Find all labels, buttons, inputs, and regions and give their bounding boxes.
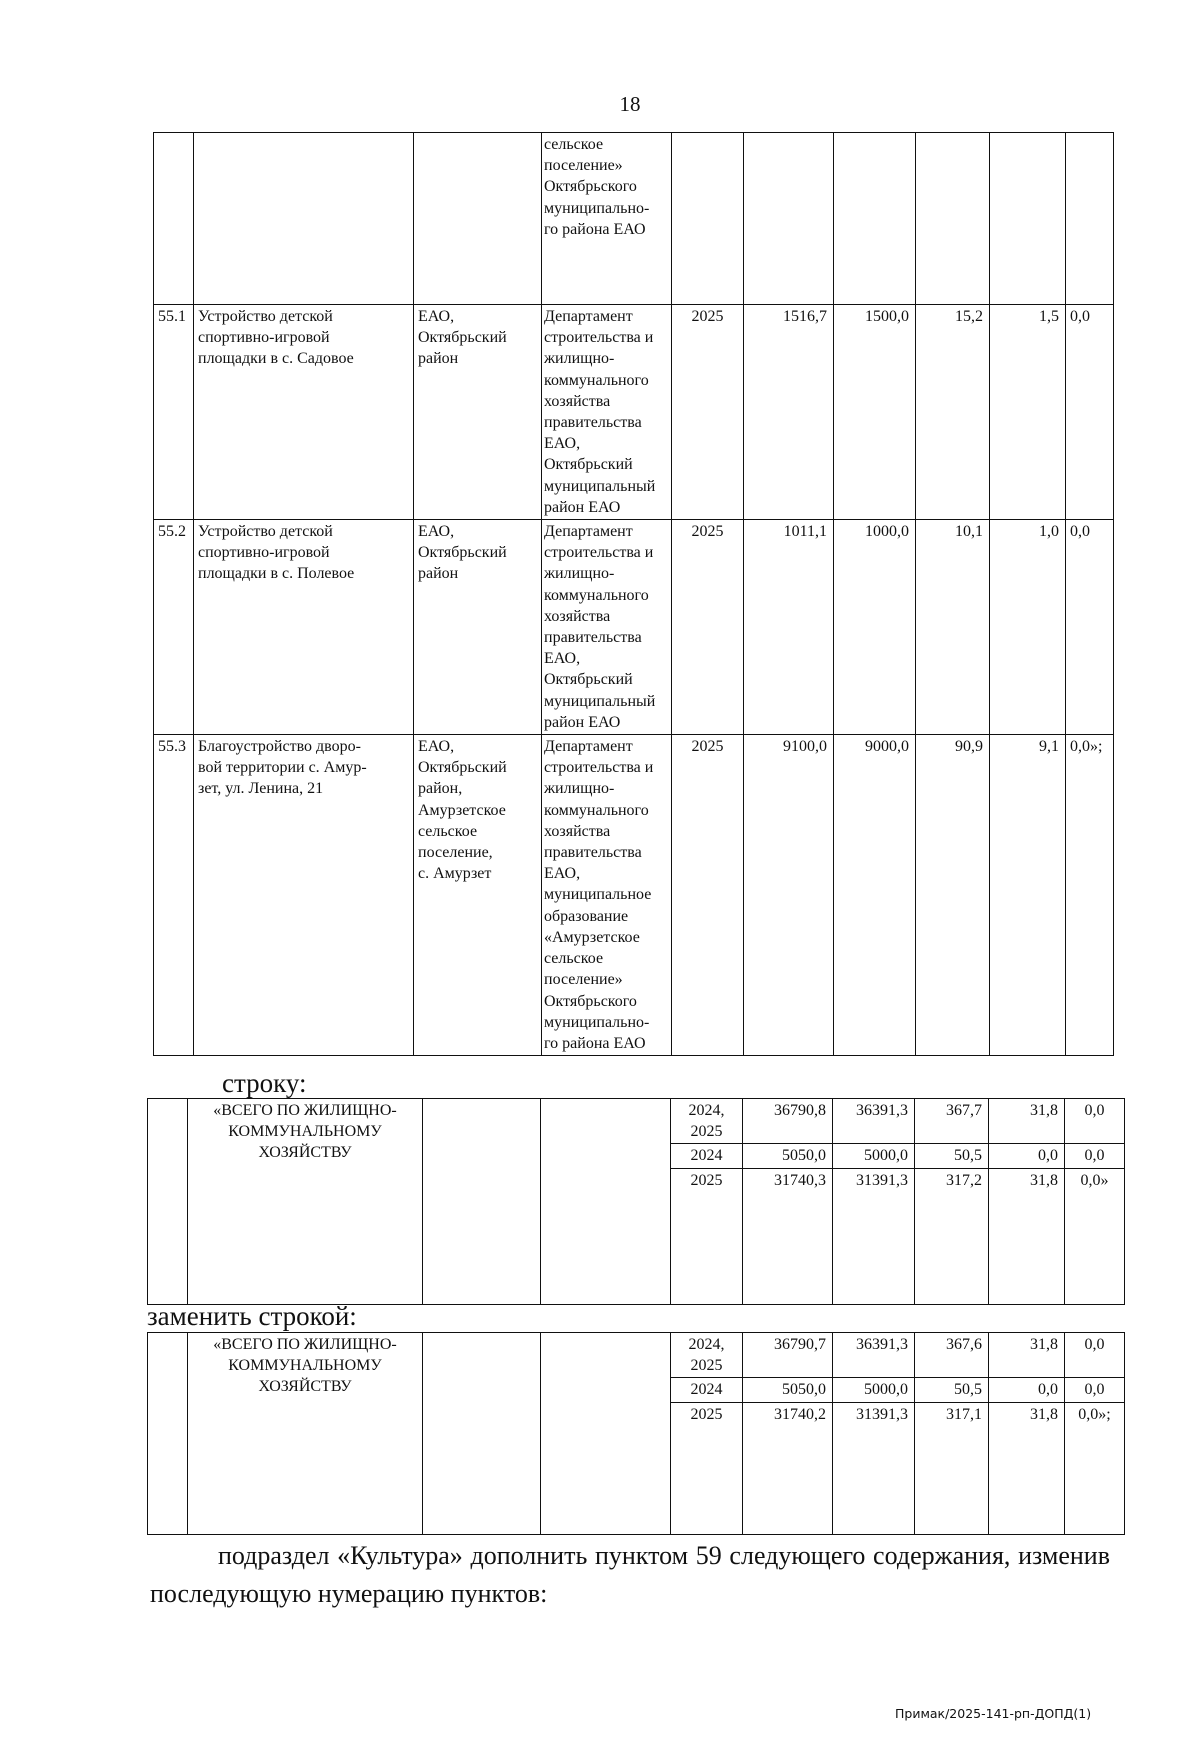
object-location: ЕАО, Октябрьский район — [414, 305, 542, 520]
table-row — [154, 305, 1114, 520]
local-cell: 1,5 — [990, 305, 1066, 520]
regional-cell: 317,2 — [915, 1168, 989, 1304]
other-cell: 0,0 — [1065, 1099, 1125, 1144]
object-location — [414, 133, 542, 305]
year-cell — [672, 133, 744, 305]
total-cell: 1011,1 — [744, 520, 834, 735]
year-cell: 2025 — [671, 1168, 743, 1304]
local-cell: 9,1 — [990, 735, 1066, 1056]
federal-cell: 9000,0 — [834, 735, 916, 1056]
executor: Департамент строительства и жилищно- коммунального хозяйства правительства ЕАО, муниципальное образование «Амурзетское сельское поселение» Октябрьского муниципально- го района ЕАО — [542, 735, 672, 1056]
table-row — [154, 520, 1114, 735]
local-cell: 31,8 — [989, 1099, 1065, 1144]
year-cell: 2024, 2025 — [671, 1333, 743, 1378]
total-cell: 31740,2 — [743, 1402, 833, 1534]
row-number: 55.3 — [154, 735, 194, 1056]
paragraph-text: подраздел «Культура» дополнить пунктом 59 следующего содержания, изменив последующую нумерацию пунктов: — [150, 1541, 1110, 1608]
local-cell — [990, 133, 1066, 305]
page-number: 18 — [619, 92, 641, 116]
local-cell: 31,8 — [989, 1168, 1065, 1304]
object-name — [194, 133, 414, 305]
total-name: «ВСЕГО ПО ЖИЛИЩНО- КОММУНАЛЬНОМУ ХОЗЯЙСТВУ — [188, 1099, 423, 1305]
amendment-paragraph — [150, 1537, 1110, 1613]
regional-cell — [916, 133, 990, 305]
old-total-table — [147, 1098, 1125, 1305]
total-cell: 36790,7 — [743, 1333, 833, 1378]
total-cell: 5050,0 — [743, 1378, 833, 1402]
total-cell: 1516,7 — [744, 305, 834, 520]
other-cell — [1066, 133, 1114, 305]
object-name: Устройство детской спортивно-игровой площадки в с. Садовое — [194, 305, 414, 520]
federal-cell — [834, 133, 916, 305]
table-row — [154, 133, 1114, 305]
other-cell: 0,0 — [1066, 305, 1114, 520]
regional-cell: 50,5 — [915, 1144, 989, 1168]
table-row — [154, 735, 1114, 1056]
regional-cell: 50,5 — [915, 1378, 989, 1402]
row-number: 55.2 — [154, 520, 194, 735]
object-location: ЕАО, Октябрьский район, Амурзетское сельское поселение, с. Амурзет — [414, 735, 542, 1056]
table-row — [148, 1099, 1125, 1144]
year-cell: 2025 — [672, 305, 744, 520]
executor: сельское поселение» Октябрьского муниципально- го района ЕАО — [542, 133, 672, 305]
other-cell: 0,0 — [1065, 1144, 1125, 1168]
regional-cell: 367,7 — [915, 1099, 989, 1144]
table-row — [148, 1333, 1125, 1378]
federal-cell: 36391,3 — [833, 1099, 915, 1144]
regional-cell: 90,9 — [916, 735, 990, 1056]
object-location: ЕАО, Октябрьский район — [414, 520, 542, 735]
total-cell: 9100,0 — [744, 735, 834, 1056]
federal-cell: 1000,0 — [834, 520, 916, 735]
local-cell: 0,0 — [989, 1378, 1065, 1402]
other-cell: 0,0»; — [1066, 735, 1114, 1056]
regional-cell: 10,1 — [916, 520, 990, 735]
total-name: «ВСЕГО ПО ЖИЛИЩНО- КОММУНАЛЬНОМУ ХОЗЯЙСТВУ — [188, 1333, 423, 1535]
local-cell: 31,8 — [989, 1402, 1065, 1534]
year-cell: 2025 — [672, 520, 744, 735]
caption-replace: заменить строкой: — [147, 1301, 357, 1331]
other-cell: 0,0» — [1065, 1168, 1125, 1304]
executor: Департамент строительства и жилищно- коммунального хозяйства правительства ЕАО, Октябрьский муниципальный район ЕАО — [542, 520, 672, 735]
regional-cell: 15,2 — [916, 305, 990, 520]
regional-cell: 367,6 — [915, 1333, 989, 1378]
federal-cell: 5000,0 — [833, 1378, 915, 1402]
federal-cell: 1500,0 — [834, 305, 916, 520]
year-cell: 2024, 2025 — [671, 1099, 743, 1144]
local-cell: 1,0 — [990, 520, 1066, 735]
other-cell: 0,0 — [1066, 520, 1114, 735]
executor: Департамент строительства и жилищно- коммунального хозяйства правительства ЕАО, Октябрьский муниципальный район ЕАО — [542, 305, 672, 520]
row-number: 55.1 — [154, 305, 194, 520]
total-cell: 5050,0 — [743, 1144, 833, 1168]
other-cell: 0,0»; — [1065, 1402, 1125, 1534]
total-cell — [744, 133, 834, 305]
total-cell: 36790,8 — [743, 1099, 833, 1144]
year-cell: 2024 — [671, 1378, 743, 1402]
federal-cell: 31391,3 — [833, 1168, 915, 1304]
main-table — [153, 132, 1114, 1056]
object-name: Благоустройство дворо- вой территории с. Амур- зет, ул. Ленина, 21 — [194, 735, 414, 1056]
local-cell: 31,8 — [989, 1333, 1065, 1378]
federal-cell: 31391,3 — [833, 1402, 915, 1534]
regional-cell: 317,1 — [915, 1402, 989, 1534]
year-cell: 2024 — [671, 1144, 743, 1168]
year-cell: 2025 — [671, 1402, 743, 1534]
other-cell: 0,0 — [1065, 1333, 1125, 1378]
year-cell: 2025 — [672, 735, 744, 1056]
local-cell: 0,0 — [989, 1144, 1065, 1168]
other-cell: 0,0 — [1065, 1378, 1125, 1402]
document-footer: Примак/2025-141-рп-ДОПД(1) — [895, 1706, 1092, 1721]
caption-row: строку: — [222, 1068, 307, 1098]
federal-cell: 36391,3 — [833, 1333, 915, 1378]
new-total-table — [147, 1332, 1125, 1535]
object-name: Устройство детской спортивно-игровой площадки в с. Полевое — [194, 520, 414, 735]
total-cell: 31740,3 — [743, 1168, 833, 1304]
federal-cell: 5000,0 — [833, 1144, 915, 1168]
row-number — [154, 133, 194, 305]
